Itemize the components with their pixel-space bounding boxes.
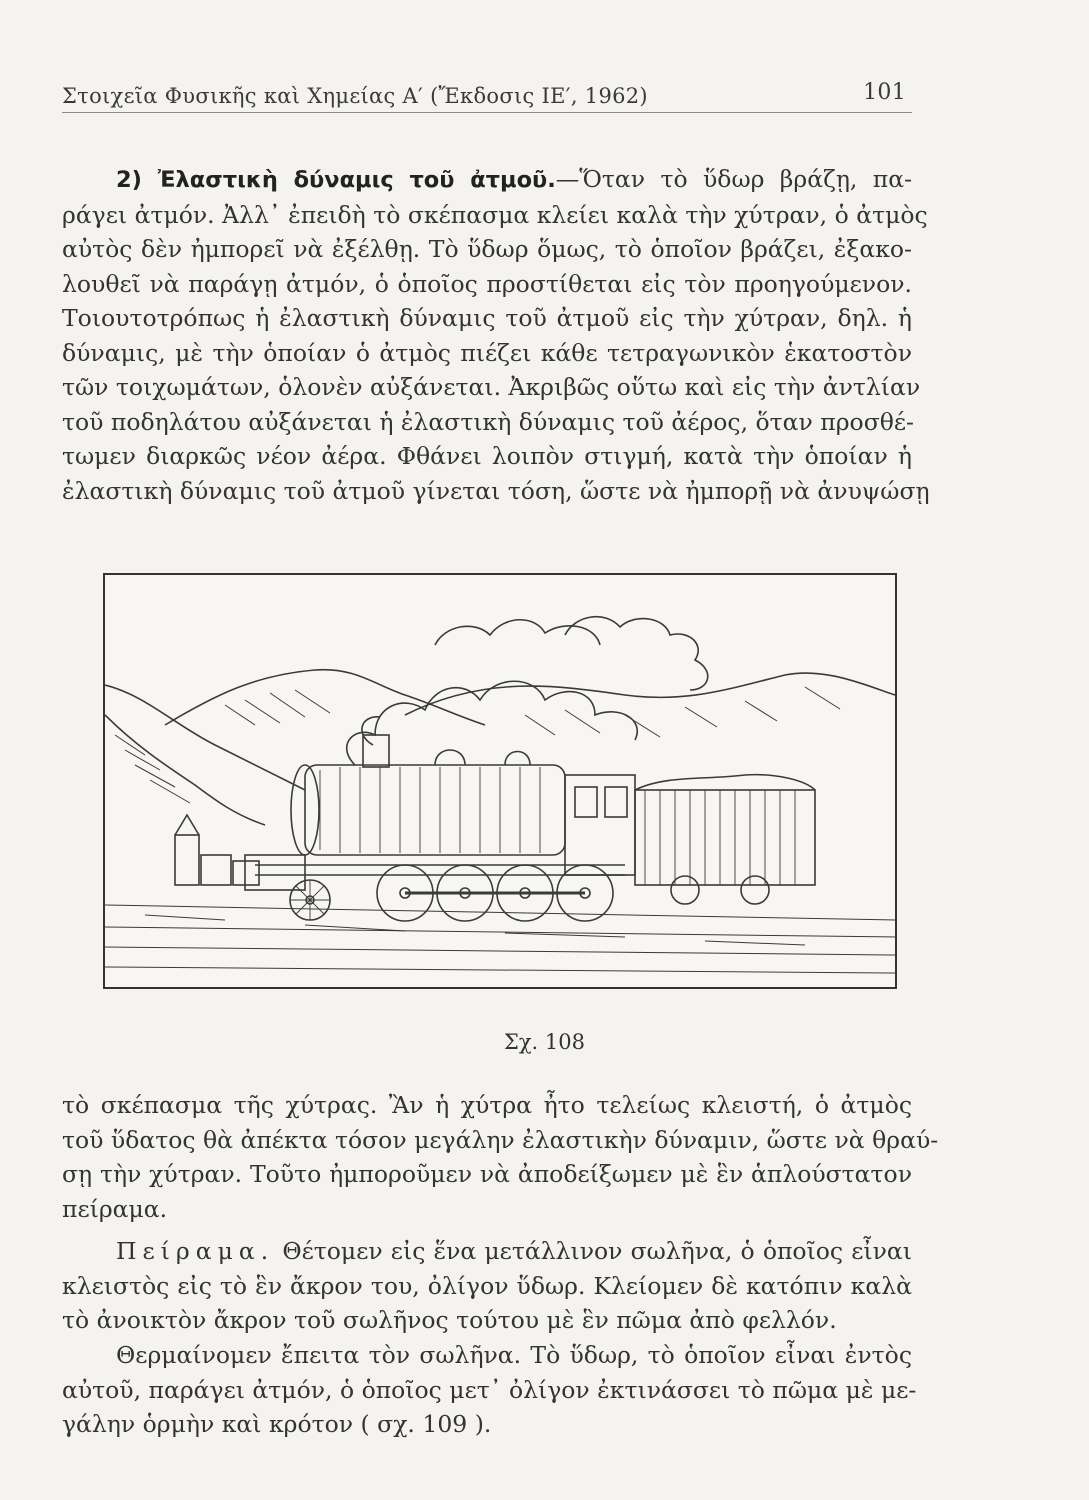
text-line: σῃ τὴν χύτραν. Τοῦτο ἠμποροῦμεν νὰ ἀποδείξωμεν μὲ ἓν ἁπλούστατον (62, 1160, 912, 1188)
text-line: γάλην ὁρμὴν καὶ κρότον ( σχ. 109 ). (62, 1410, 492, 1438)
text-line: Θερμαίνομεν ἔπειτα τὸν σωλῆνα. Τὸ ὕδωρ, τὸ ὁποῖον εἶναι ἐντὸς (116, 1341, 912, 1369)
text-line: Τοιουτοτρόπως ἡ ἐλαστικὴ δύναμις τοῦ ἀτμοῦ εἰς τὴν χύτραν, δηλ. ἡ (62, 304, 912, 332)
steam-locomotive-icon (105, 575, 895, 987)
running-head (62, 82, 912, 113)
text-line: ράγει ἀτμόν. Ἀλλ᾽ ἐπειδὴ τὸ σκέπασμα κλείει καλὰ τὴν χύτραν, ὁ ἀτμὸς (62, 200, 928, 229)
text-line: αὐτὸς δὲν ἠμπορεῖ νὰ ἐξέλθῃ. Τὸ ὕδωρ ὅμως, τὸ ὁποῖον βράζει, ἐξακο- (62, 235, 912, 263)
continuation-paragraph (62, 1088, 939, 1226)
text-line: αὐτοῦ, παράγει ἀτμόν, ὁ ὁποῖος μετ᾽ ὀλίγον ἐκτινάσσει τὸ πῶμα μὲ με- (62, 1375, 917, 1404)
figure-caption: Σχ. 108 (503, 1030, 585, 1054)
text-line: δύναμις, μὲ τὴν ὁποίαν ὁ ἀτμὸς πιέζει κάθε τετραγωνικὸν ἑκατοστὸν (62, 338, 912, 367)
text-line: τῶν τοιχωμάτων, ὁλονὲν αὐξάνεται. Ἀκριβῶς οὕτω καὶ εἰς τὴν ἀντλίαν (62, 373, 921, 401)
experiment-first-line: Θέτομεν εἰς ἕνα μετάλλινον σωλῆνα, ὁ ὁποῖος εἶναι (282, 1237, 912, 1265)
text-line: κλειστὸς εἰς τὸ ἓν ἄκρον του, ὀλίγον ὕδωρ. Κλείομεν δὲ κατόπιν καλὰ (62, 1271, 912, 1300)
text-line: τοῦ ὕδατος θὰ ἀπέκτα τόσον μεγάλην ἐλαστικὴν δύναμιν, ὥστε νὰ θραύ- (62, 1125, 939, 1154)
text-line (62, 1234, 912, 1269)
section-paragraph (62, 162, 930, 508)
experiment-continuation (62, 1338, 917, 1442)
experiment-paragraph (62, 1234, 912, 1338)
text-line: τὸ ἀνοικτὸν ἄκρον τοῦ σωλῆνος τούτου μὲ ἓν πῶμα ἀπὸ φελλόν. (62, 1306, 837, 1334)
text-line: πείραμα. (62, 1194, 168, 1223)
text-line: τὸ σκέπασμα τῆς χύτρας. Ἂν ἡ χύτρα ἦτο τελείως κλειστή, ὁ ἀτμὸς (62, 1091, 912, 1119)
heading-line-rest: —Ὅταν τὸ ὕδωρ βράζῃ, πα- (555, 165, 913, 193)
experiment-lead: Πείραμα. (116, 1237, 275, 1265)
page-number: 101 (863, 80, 906, 105)
text-line (62, 162, 912, 198)
text-line: ἐλαστικὴ δύναμις τοῦ ἀτμοῦ γίνεται τόση, ὥστε νὰ ἠμπορῇ νὰ ἀνυψώσῃ (62, 476, 930, 505)
locomotive-figure (103, 573, 897, 989)
running-title: Στοιχεῖα Φυσικῆς καὶ Χημείας Α′ (Ἔκδοσις ΙΕ′, 1962) (62, 84, 648, 108)
text-line: τωμεν διαρκῶς νέον ἀέρα. Φθάνει λοιπὸν στιγμή, κατὰ τὴν ὁποίαν ἡ (62, 442, 912, 470)
text-line: τοῦ ποδηλάτου αὐξάνεται ἡ ἐλαστικὴ δύναμις τοῦ ἀέρος, ὅταν προσθέ- (62, 407, 915, 436)
text-line: λουθεῖ νὰ παράγῃ ἀτμόν, ὁ ὁποῖος προστίθεται εἰς τὸν προηγούμενον. (62, 269, 912, 298)
section-heading: 2) Ἐλαστικὴ δύναμις τοῦ ἀτμοῦ. (116, 167, 556, 193)
